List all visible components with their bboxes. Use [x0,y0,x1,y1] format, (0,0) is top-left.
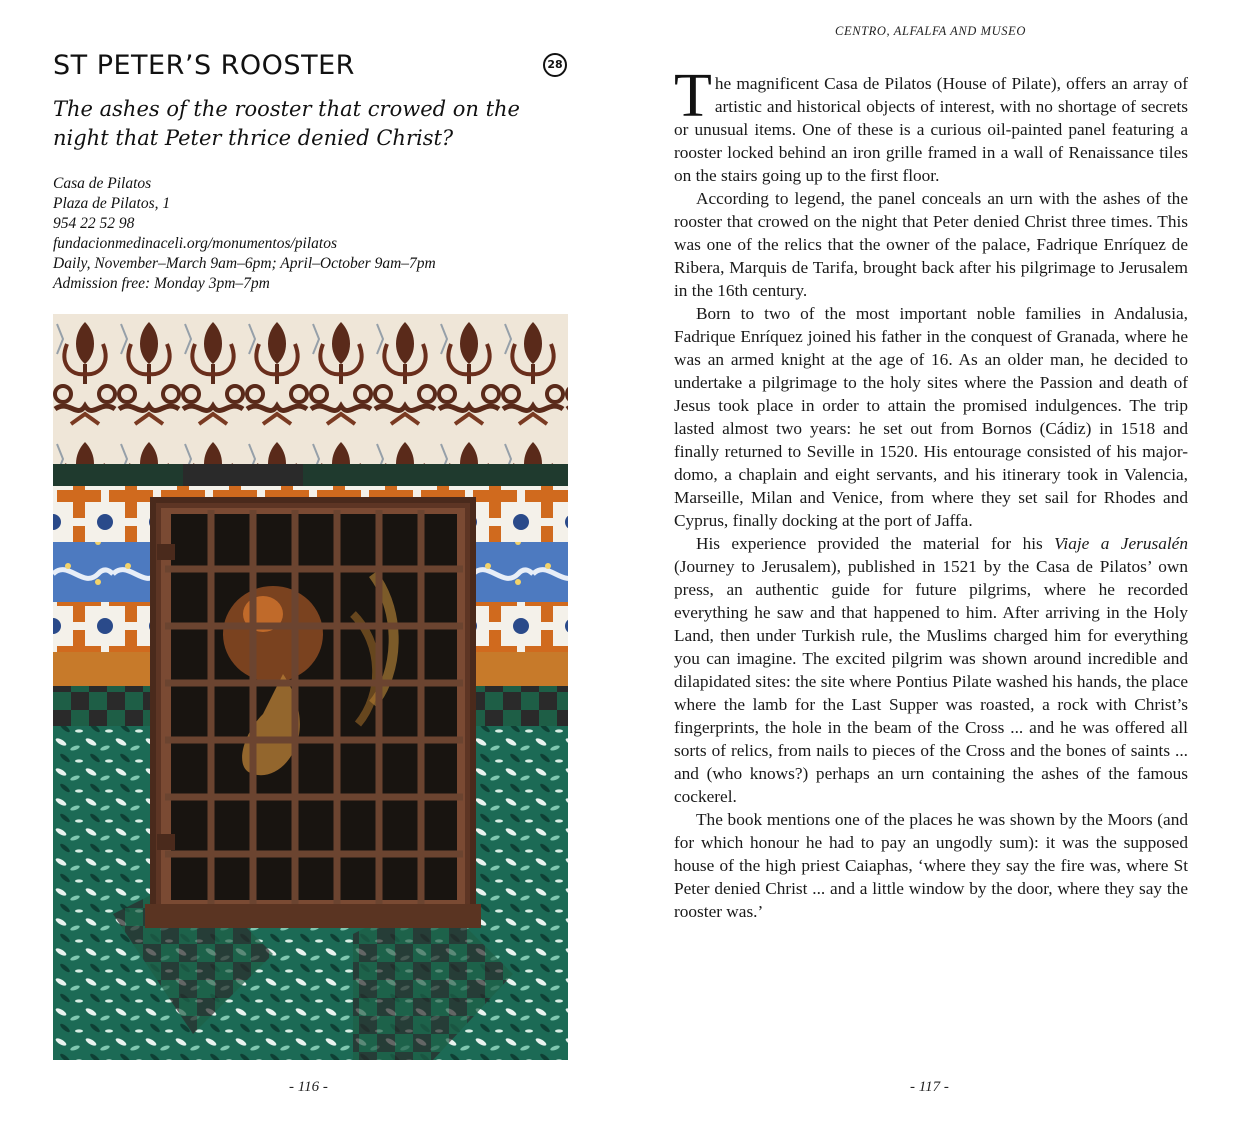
info-phone: 954 22 52 98 [53,215,135,232]
right-page [620,0,1241,1123]
rooster-window-photo [53,314,568,1060]
paragraph-1-text: he magnificent Casa de Pilatos (House of Pilate), offers an array of artistic and historical objects of interest, with no shortage of secrets or unusual items. One of these is a curious oil-painted panel featuring a rooster locked behind an iron grille framed in a wall of Renaissance tiles on the stairs going up to the first floor. [674,74,1188,185]
paragraph-3: Born to two of the most important noble families in Andalusia, Fadrique Enríquez joined his father in the conquest of Granada, where he was an armed knight at the age of 16. As an older man, he decided to undertake a pilgrimage to the holy sites where the Passion and death of Jesus took place in order to attain the promised indulgences. The trip lasted almost two years: he set out from Bornos (Cádiz) in 1518 and finally returned to Seville in 1520. His entourage consisted of his major-domo, a chaplain and eight servants, and his itinerary took in Valencia, Marseille, Milan and Venice, from where they set sail for Rhodes and Cyprus, finally docking at the port of Jaffa. [674,304,1188,530]
info-admission: Admission free: Monday 3pm–7pm [53,275,270,292]
page-number-left: - 116 - [289,1079,328,1095]
paragraph-4-text-b: (Journey to Jerusalem), published in 1521 by the Casa de Pilatos’ own press, an authentic guide for future pilgrims, where he recorded everything he saw and that happened to him. After arriving in the Holy Land, then under Turkish rule, the Muslims charged him for everything you can imagine. The excited pilgrim was shown around incredible and dilapidated sites: the site where Pontius Pilate washed his hands, the place where the lamb for the Last Supper was roasted, a rock with Christ’s fingerprints, the hole in the beam of the Cross ... and he was offered all sorts of relics, from nails to pieces of the Cross and the bones of saints ... and (who knows?) perhaps an urn containing the ashes of the famous cockerel. [674,557,1188,806]
page-subtitle: The ashes of the rooster that crowed on the night that Peter thrice denied Christ? [53,97,520,150]
info-address: Plaza de Pilatos, 1 [53,195,171,212]
info-website: fundacionmedinaceli.org/monumentos/pilatos [53,235,337,252]
paragraph-5: The book mentions one of the places he was shown by the Moors (and for which honour he had to pay an ungodly sum): it was the supposed house of the high priest Caiaphas, ‘where they say the fire was, where St Peter denied Christ ... and a little window by the door, where they say the rooster was.’ [674,810,1188,921]
paragraph-4 [674,532,1188,808]
entry-number-badge: 28 [543,53,567,77]
paragraph-2: According to legend, the panel conceals an urn with the ashes of the rooster that crowed on the night that Peter denied Christ three times. This was one of the relics that the owner of the palace, Fadrique Enríquez de Ribera, Marquis de Tarifa, brought back after his pilgrimage to Jerusalem in the 16th century. [674,189,1188,300]
page-title: ST PETER’S ROOSTER [53,50,355,81]
article-body [674,62,1188,923]
left-page [0,0,620,1123]
running-head: CENTRO, ALFALFA AND MUSEO [835,24,1026,38]
paragraph-1 [674,62,1188,187]
info-place: Casa de Pilatos [53,175,152,192]
page-number-right: - 117 - [910,1079,949,1095]
paragraph-4-text-a: His experience provided the material for his [696,534,1055,553]
drop-cap: T [674,62,712,130]
info-hours: Daily, November–March 9am–6pm; April–October 9am–7pm [53,255,436,272]
book-title: Viaje a Jerusalén [1054,534,1188,553]
visitor-info [53,174,436,294]
